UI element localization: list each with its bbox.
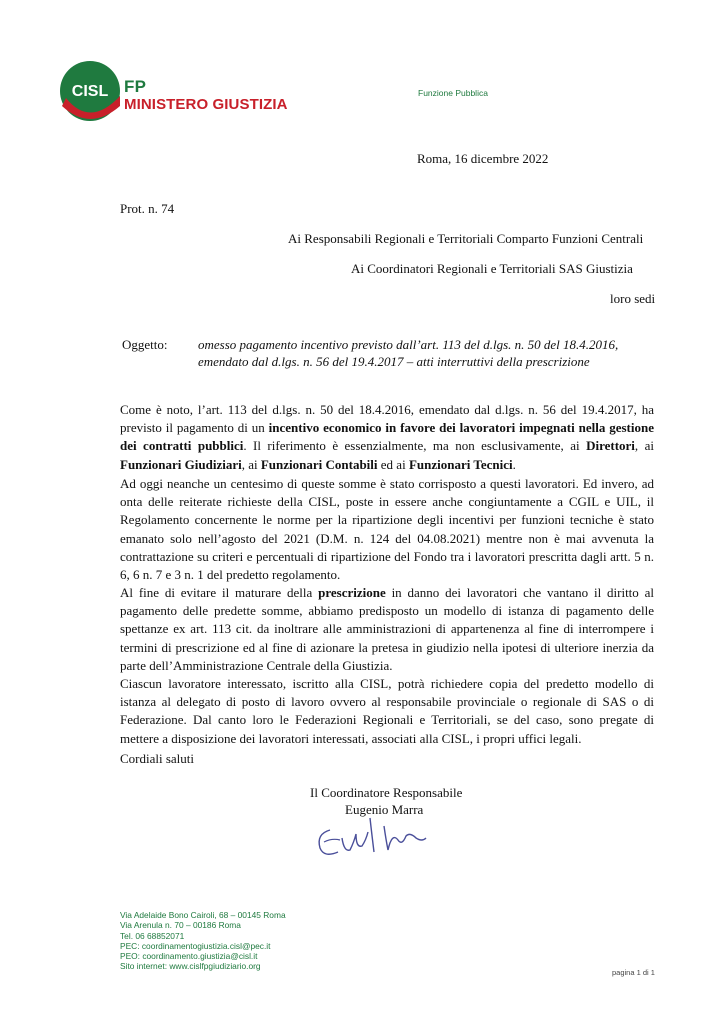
signatory-role: Il Coordinatore Responsabile (310, 785, 463, 800)
footer-address: Via Adelaide Bono Cairoli, 68 – 00145 Roma (120, 910, 286, 920)
cisl-logo (60, 58, 290, 128)
logo-mark: CISL (71, 83, 109, 100)
subject-label: Oggetto: (122, 337, 168, 352)
footer-website: Sito internet: www.cislfpgiudiziario.org (120, 961, 261, 972)
footer-contacts (120, 910, 286, 972)
body-paragraph-4: Ciascun lavoratore interessato, iscritto alla CISL, potrà richiedere copia del predetto modello di istanza al delegato di posto di lavoro ovvero al responsabile provinciale o regionale di SAS o di Federazione. Dal canto loro le Federazioni Regionali e Territoriali, se del caso, sono pregate di mettere a disposizione dei lavoratori interessati, associati alla CISL, i propri uffici legali. (120, 676, 654, 746)
closing: Cordiali saluti (120, 751, 195, 766)
footer-address: Via Arenula n. 70 – 00186 Roma (120, 920, 241, 931)
logo-line-fp: FP (124, 77, 147, 96)
page-number: pagina 1 di 1 (612, 968, 655, 977)
body-paragraph-1: Come è noto, l’art. 113 del d.lgs. n. 50 del 18.4.2016, emendato dal d.lgs. n. 56 del 19.4.2017, ha previsto il pagamento di un incentivo economico in favore dei lavoratori impegnati nella gestione dei contratti pubblici. Il riferimento è essenzialmente, ma non esclusivamente, ai Direttori, ai Funzionari Giudiziari, ai Funzionari Contabili ed ai Funzionari Tecnici. (120, 402, 654, 472)
subject-line: omesso pagamento incentivo previsto dall’art. 113 del d.lgs. n. 50 del 18.4.2016, (198, 337, 619, 352)
recipient-line: Ai Coordinatori Regionali e Territoriali SAS Giustizia (351, 261, 633, 276)
department-label: Funzione Pubblica (418, 88, 488, 98)
logo-line-ministero: MINISTERO GIUSTIZIA (124, 96, 288, 113)
signatory-name: Eugenio Marra (345, 802, 424, 817)
recipient-line: loro sedi (610, 291, 656, 306)
body-paragraph-3: Al fine di evitare il maturare della prescrizione in danno dei lavoratori che vantano il diritto al pagamento delle predette somme, abbiamo predisposto un modello di istanza di pagamento delle spettanze ex art. 113 cit. da inoltrare alle amministrazioni di appartenenza al fine di interrompere i termini di prescrizione ed al fine di azionare la pretesa in giudizio nella ipotesi di ulteriore inerzia da parte dell’Amministrazione Centrale della Giustizia. (120, 585, 654, 673)
protocol-number: Prot. n. 74 (120, 201, 175, 216)
body-paragraph-2: Ad oggi neanche un centesimo di queste somme è stato corrisposto a questi lavoratori. Ed invero, ad onta delle reiterate richieste della CISL, poste in essere anche congiuntamente a CGIL e UIL, il Regolamento concernente le norme per la ripartizione degli incentivi per funzioni tecniche è stato emanato solo nell’agosto del 2021 (D.M. n. 124 del 04.08.2021) mentre non è mai avvenuta la contrattazione su criteri e percentuali di ripartizione del Fondo tra i lavoratori prescritta dagli artt. 5 n. 6, 6 n. 7 e 3 n. 1 del predetto regolamento. (120, 476, 654, 583)
place-date: Roma, 16 dicembre 2022 (417, 151, 549, 166)
recipient-line: Ai Responsabili Regionali e Territoriali Comparto Funzioni Centrali (288, 231, 644, 246)
subject-line: emendato dal d.lgs. n. 56 del 19.4.2017 – atti interruttivi della prescrizione (198, 354, 590, 369)
footer-peo: PEO: coordinamento.giustizia@cisl.it (120, 951, 258, 962)
handwritten-signature (312, 812, 432, 862)
footer-pec: PEC: coordinamentogiustizia.cisl@pec.it (120, 940, 271, 951)
footer-phone: Tel. 06 68852071 (120, 930, 185, 941)
